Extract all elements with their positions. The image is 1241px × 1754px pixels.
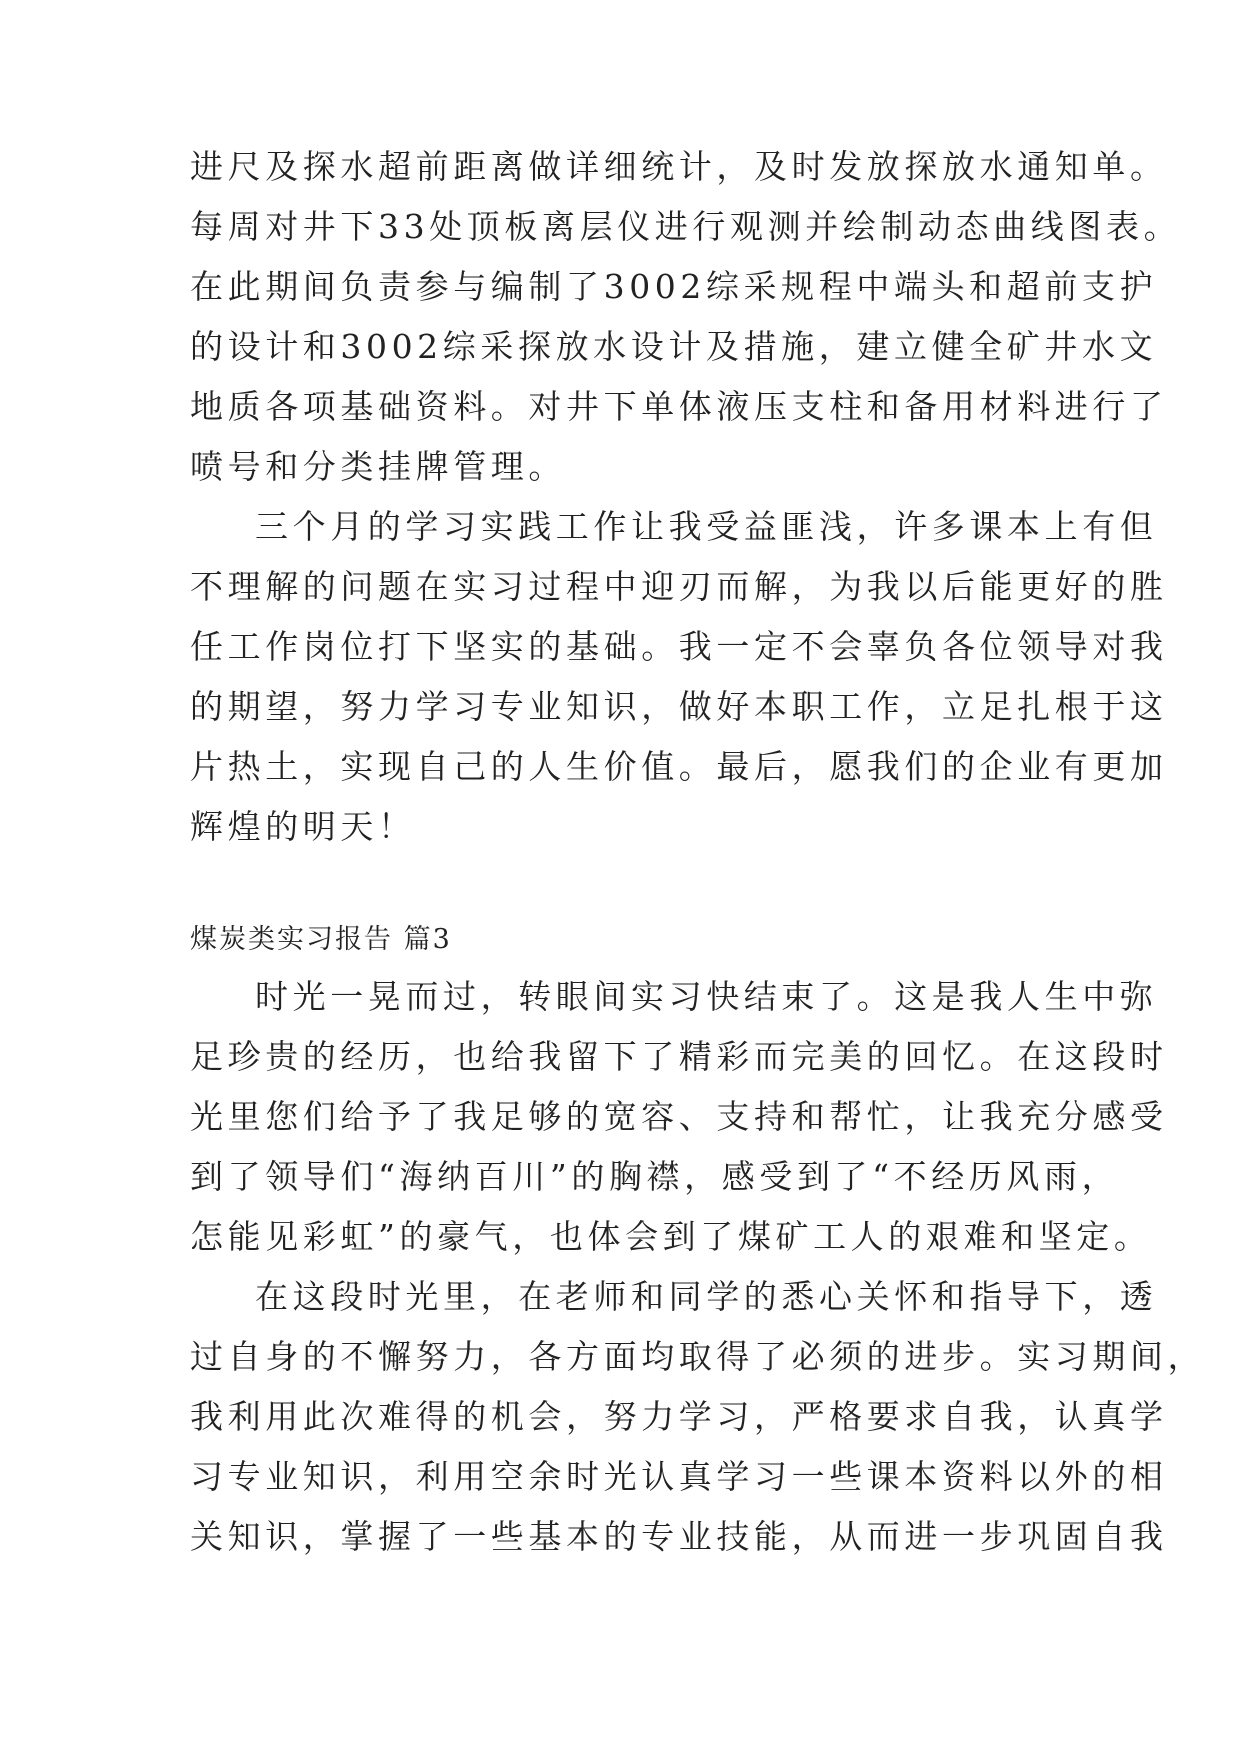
paragraph-line: 时光一晃而过，转眼间实习快结束了。这是我人生中弥: [255, 977, 1158, 1016]
section-title: 煤炭类实习报告 篇3: [190, 924, 452, 955]
paragraph-line: 辉煌的明天！: [190, 807, 416, 846]
paragraph-line: 不理解的问题在实习过程中迎刃而解，为我以后能更好的胜: [190, 567, 1168, 606]
paragraph-line: 喷号和分类挂牌管理。: [190, 447, 566, 486]
paragraph-line: 地质各项基础资料。对井下单体液压支柱和备用材料进行了: [190, 387, 1168, 426]
paragraph-line: 到了领导们“海纳百川”的胸襟，感受到了“不经历风雨，: [190, 1157, 1120, 1196]
paragraph-line: 三个月的学习实践工作让我受益匪浅，许多课本上有但: [255, 507, 1158, 546]
paragraph-line: 足珍贵的经历，也给我留下了精彩而完美的回忆。在这段时: [190, 1037, 1168, 1076]
paragraph-line: 进尺及探水超前距离做详细统计，及时发放探放水通知单。: [190, 147, 1168, 186]
paragraph-line: 习专业知识，利用空余时光认真学习一些课本资料以外的相: [190, 1457, 1168, 1496]
paragraph-line: 的设计和3002综采探放水设计及措施，建立健全矿井水文: [190, 327, 1158, 366]
paragraph-line: 在这段时光里，在老师和同学的悉心关怀和指导下，透: [255, 1277, 1158, 1316]
paragraph-line: 关知识，掌握了一些基本的专业技能，从而进一步巩固自我: [190, 1517, 1168, 1556]
paragraph-line: 怎能见彩虹”的豪气，也体会到了煤矿工人的艰难和坚定。: [190, 1217, 1152, 1256]
paragraph-line: 光里您们给予了我足够的宽容、支持和帮忙，让我充分感受: [190, 1097, 1168, 1136]
paragraph-line: 的期望，努力学习专业知识，做好本职工作，立足扎根于这: [190, 687, 1168, 726]
paragraph-line: 过自身的不懈努力，各方面均取得了必须的进步。实习期间，: [190, 1337, 1206, 1376]
paragraph-line: 在此期间负责参与编制了3002综采规程中端头和超前支护: [190, 267, 1158, 306]
paragraph-line: 任工作岗位打下坚实的基础。我一定不会辜负各位领导对我: [190, 627, 1168, 666]
paragraph-line: 片热土，实现自己的人生价值。最后，愿我们的企业有更加: [190, 747, 1168, 786]
paragraph-line: 每周对井下33处顶板离层仪进行观测并绘制动态曲线图表。: [190, 207, 1182, 246]
paragraph-line: 我利用此次难得的机会，努力学习，严格要求自我，认真学: [190, 1397, 1168, 1436]
